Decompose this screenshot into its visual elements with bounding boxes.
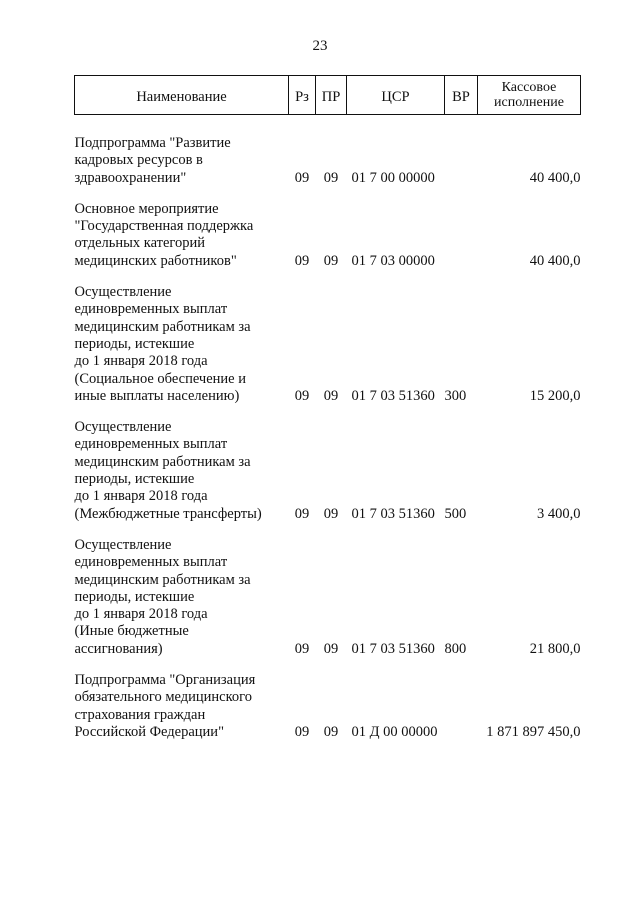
row-spacer-cell	[75, 187, 581, 201]
header-vr: ВР	[445, 76, 478, 115]
table-row	[75, 672, 581, 741]
row-pr-cell: 09	[323, 640, 339, 657]
row-sum-cell: 1 871 897 450,0	[486, 723, 581, 740]
row-csr-cell: 01 7 03 51360	[351, 640, 435, 657]
row-name-line: иные выплаты населению)	[74, 387, 240, 404]
row-name-line: единовременных выплат	[74, 436, 228, 453]
row-name-line: медицинским работникам за	[74, 453, 251, 470]
row-name-cell	[75, 672, 289, 741]
row-spacer-cell	[75, 115, 581, 136]
row-name-line: медицинским работникам за	[74, 571, 251, 588]
row-name-line: обязательного медицинского	[74, 689, 252, 706]
table-header	[75, 76, 581, 115]
row-csr-cell: 01 7 03 51360	[351, 387, 435, 404]
row-name-line: периоды, истекшие	[74, 588, 195, 605]
row-spacer-cell	[75, 523, 581, 537]
row-rz-cell: 09	[294, 387, 310, 404]
row-name-line: медицинским работникам за	[74, 318, 251, 335]
row-name-line: здравоохранении"	[74, 169, 187, 186]
row-name-line: единовременных выплат	[74, 554, 228, 571]
header-sum	[478, 76, 581, 115]
row-spacer	[75, 115, 581, 136]
row-vr-cell: 800	[444, 640, 467, 657]
row-spacer	[75, 187, 581, 201]
row-vr-cell	[445, 135, 478, 187]
row-spacer-cell	[75, 270, 581, 284]
row-name-line: до 1 января 2018 года	[74, 488, 208, 505]
header-pr: ПР	[316, 76, 347, 115]
row-rz-cell: 09	[294, 640, 310, 657]
row-spacer-cell	[75, 658, 581, 672]
table-row	[75, 135, 581, 187]
row-name-line: (Социальное обеспечение и	[74, 370, 247, 387]
row-name-cell	[75, 201, 289, 270]
row-name-line: периоды, истекшие	[74, 335, 195, 352]
table-row	[75, 201, 581, 270]
header-sum-line1: Кассовое	[501, 80, 557, 95]
header-name: Наименование	[75, 76, 289, 115]
table-row	[75, 419, 581, 523]
row-vr-cell: 300	[444, 387, 467, 404]
row-spacer	[75, 658, 581, 672]
row-rz-cell: 09	[294, 169, 310, 186]
row-name-line: периоды, истекшие	[74, 471, 195, 488]
row-pr-cell: 09	[323, 252, 339, 269]
row-spacer	[75, 405, 581, 419]
row-name-line: до 1 января 2018 года	[74, 353, 208, 370]
row-vr-cell	[445, 672, 478, 741]
row-vr-cell	[445, 201, 478, 270]
row-name-line: страхования граждан	[74, 706, 206, 723]
row-sum-cell: 15 200,0	[529, 387, 581, 404]
row-name-line: Подпрограмма "Организация	[74, 672, 256, 689]
row-pr-cell: 09	[323, 387, 339, 404]
row-name-line: единовременных выплат	[74, 301, 228, 318]
row-name-cell	[75, 284, 289, 405]
row-name-line: до 1 января 2018 года	[74, 606, 208, 623]
row-sum-cell: 40 400,0	[529, 252, 581, 269]
row-csr-cell: 01 7 03 00000	[351, 252, 435, 269]
header-rz: Рз	[289, 76, 316, 115]
row-spacer	[75, 523, 581, 537]
table-row	[75, 284, 581, 405]
row-name-line: кадровых ресурсов в	[74, 152, 203, 169]
table-row	[75, 537, 581, 658]
row-name-line: Осуществление	[74, 419, 172, 436]
row-spacer	[75, 270, 581, 284]
table-body	[75, 115, 581, 742]
row-rz-cell: 09	[294, 505, 310, 522]
row-spacer-cell	[75, 405, 581, 419]
row-name-cell	[75, 419, 289, 523]
row-rz-cell: 09	[294, 252, 310, 269]
row-name-line: ассигнования)	[74, 640, 163, 657]
row-rz-cell: 09	[294, 723, 310, 740]
row-name-line: Подпрограмма "Развитие	[74, 135, 231, 151]
row-sum-cell: 40 400,0	[529, 169, 581, 186]
row-pr-cell: 09	[323, 723, 339, 740]
row-vr-cell: 500	[444, 505, 467, 522]
row-name-line: (Межбюджетные трансферты)	[74, 505, 262, 522]
row-csr-cell: 01 Д 00 00000	[351, 723, 438, 740]
row-csr-cell: 01 7 03 51360	[351, 505, 435, 522]
row-name-line: Осуществление	[74, 284, 172, 301]
page-number: 23	[312, 38, 328, 54]
row-name-line: Осуществление	[74, 536, 172, 553]
row-sum-cell: 21 800,0	[529, 640, 581, 657]
row-pr-cell: 09	[323, 505, 339, 522]
row-name-line: "Государственная поддержка	[74, 218, 254, 235]
row-csr-cell: 01 7 00 00000	[351, 169, 435, 186]
row-name-line: отдельных категорий	[74, 235, 206, 252]
header-sum-line2: исполнение	[494, 95, 564, 110]
header-csr: ЦСР	[347, 76, 445, 115]
row-name-line: медицинских работников"	[74, 252, 237, 269]
row-name-line: Основное мероприятие	[74, 200, 219, 217]
row-name-line: (Иные бюджетные	[74, 623, 189, 640]
row-name-cell	[75, 537, 289, 658]
budget-execution-table	[74, 75, 581, 741]
row-name-cell	[75, 135, 289, 187]
row-name-line: Российской Федерации"	[74, 723, 224, 740]
row-pr-cell: 09	[323, 169, 339, 186]
row-sum-cell: 3 400,0	[537, 505, 581, 522]
